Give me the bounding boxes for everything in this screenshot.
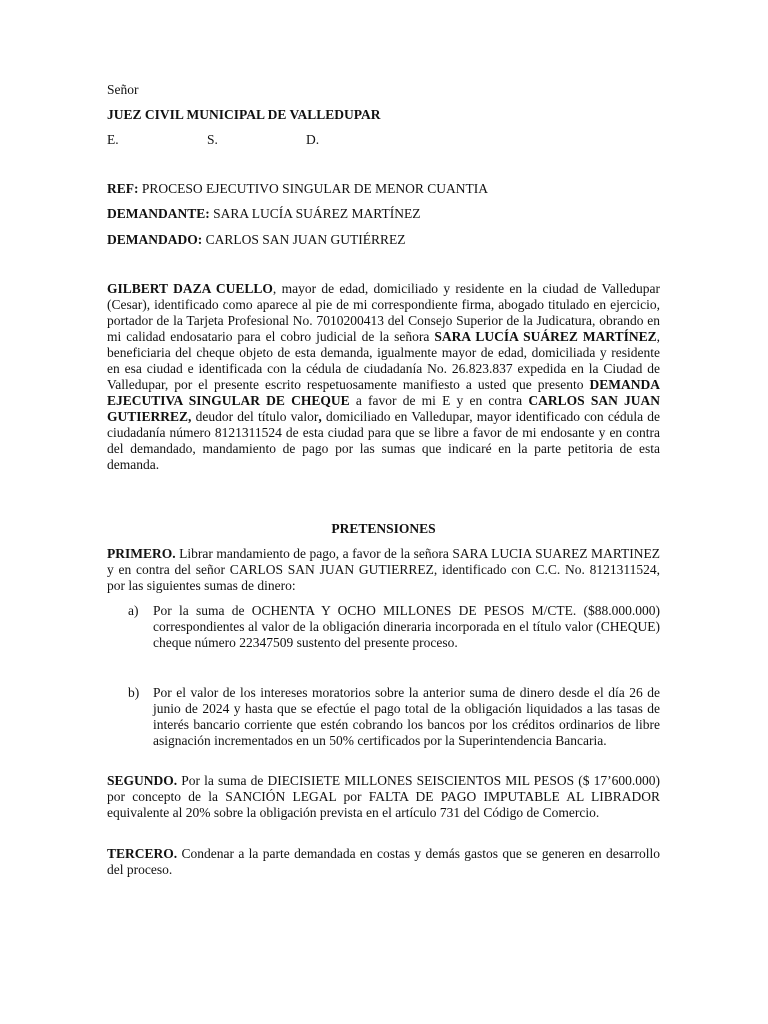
tercero-paragraph (107, 846, 660, 878)
primero-paragraph (107, 546, 660, 594)
intro-text-d: deudor del título valor (191, 409, 319, 424)
esd-d: D. (306, 132, 320, 147)
esd-s: S. (207, 132, 218, 147)
ref-label: REF: (107, 181, 139, 196)
attorney-name: GILBERT DAZA CUELLO (107, 281, 273, 296)
primero-label: PRIMERO. (107, 546, 176, 561)
esd-e: E. (107, 132, 119, 147)
addressee: JUEZ CIVIL MUNICIPAL DE VALLEDUPAR (107, 107, 381, 122)
debtor-name: CARLOS SAN JUAN GUTIERREZ, (107, 393, 661, 424)
section-heading: PRETENSIONES (331, 521, 436, 536)
defendant-value: CARLOS SAN JUAN GUTIÉRREZ (205, 232, 406, 247)
list-marker-b: b) (128, 685, 140, 700)
intro-text-c: a favor de mi E y en contra (349, 393, 529, 408)
esd-line (107, 132, 660, 148)
plaintiff-line (107, 206, 660, 222)
list-text-a: Por la suma de OCHENTA Y OCHO MILLONES DE PESOS M/CTE. ($88.000.000) correspondientes al valor de la obligación dineraria incorporada en el título valor (CHEQUE) cheque número 22347509 sustento del presente proceso. (153, 603, 660, 650)
tercero-label: TERCERO. (107, 846, 178, 861)
intro-paragraph (107, 281, 660, 473)
defendant-line (107, 232, 660, 248)
list-text-b: Por el valor de los intereses moratorios sobre la anterior suma de dinero desde el día 26 de junio de 2024 y hasta que se efectúe el pago total de la obligación liquidados a las tasas de interés bancario corriente que estén cobrando los bancos por los créditos ordinarios de libre asignación incrementados en un 50% certificados por la Superintendencia Bancaria. (153, 685, 660, 748)
list-item-b (128, 685, 660, 749)
primero-text: Librar mandamiento de pago, a favor de la señora SARA LUCIA SUAREZ MARTINEZ y en contra del señor CARLOS SAN JUAN GUTIERREZ, identificado con C.C. No. 8121311524, por las siguientes sumas de dinero: (107, 546, 660, 593)
ref-line (107, 181, 660, 197)
salutation: Señor (107, 82, 139, 97)
list-marker-a: a) (128, 603, 139, 618)
list-item-a (128, 603, 660, 651)
intro-text-e: domiciliado en Valledupar, mayor identificado con cédula de ciudadanía número 8121311524 de esta ciudad para que se libre a favor de mi endosante y en contra del demandado, mandamiento de pago por las sumas que indicaré en la parte petitoria de esta demanda. (107, 409, 660, 472)
plaintiff-label: DEMANDANTE: (107, 206, 210, 221)
intro-text-a: , mayor de edad, domiciliado y residente en la ciudad de Valledupar (Cesar), identificado como aparece al pie de mi correspondiente firma, abogado titulado en ejercicio, portador de la Tarjeta Profesional No. 7010200413 del Consejo Superior de la Judicatura, obrando en mi calidad endosatario para el cobro judicial de la señora (107, 281, 661, 344)
intro-comma: , (318, 409, 322, 424)
segundo-paragraph (107, 773, 660, 821)
claim-type: DEMANDA EJECUTIVA SINGULAR DE CHEQUE (107, 377, 660, 408)
plaintiff-value: SARA LUCÍA SUÁREZ MARTÍNEZ (213, 206, 421, 221)
tercero-text: Condenar a la parte demandada en costas y demás gastos que se generen en desarrollo del proceso. (107, 846, 660, 877)
segundo-text: Por la suma de DIECISIETE MILLONES SEISCIENTOS MIL PESOS ($ 17’600.000) por concepto de la SANCIÓN LEGAL por FALTA DE PAGO IMPUTABLE AL LIBRADOR equivalente al 20% sobre la obligación prevista en el artículo 731 del Código de Comercio. (107, 773, 660, 820)
segundo-label: SEGUNDO. (107, 773, 178, 788)
intro-text-b: , beneficiaria del cheque objeto de esta demanda, igualmente mayor de edad, domiciliada y residente en esa ciudad e identificada con la cédula de ciudadanía No. 26.823.837 expedida en la Ciudad de Valledupar, por el presente escrito respetuosamente manifiesto a usted que presento (107, 329, 660, 392)
ref-value: PROCESO EJECUTIVO SINGULAR DE MENOR CUANTIA (141, 181, 489, 196)
beneficiary-name: SARA LUCÍA SUÁREZ MARTÍNEZ (434, 329, 657, 344)
defendant-label: DEMANDADO: (107, 232, 203, 247)
